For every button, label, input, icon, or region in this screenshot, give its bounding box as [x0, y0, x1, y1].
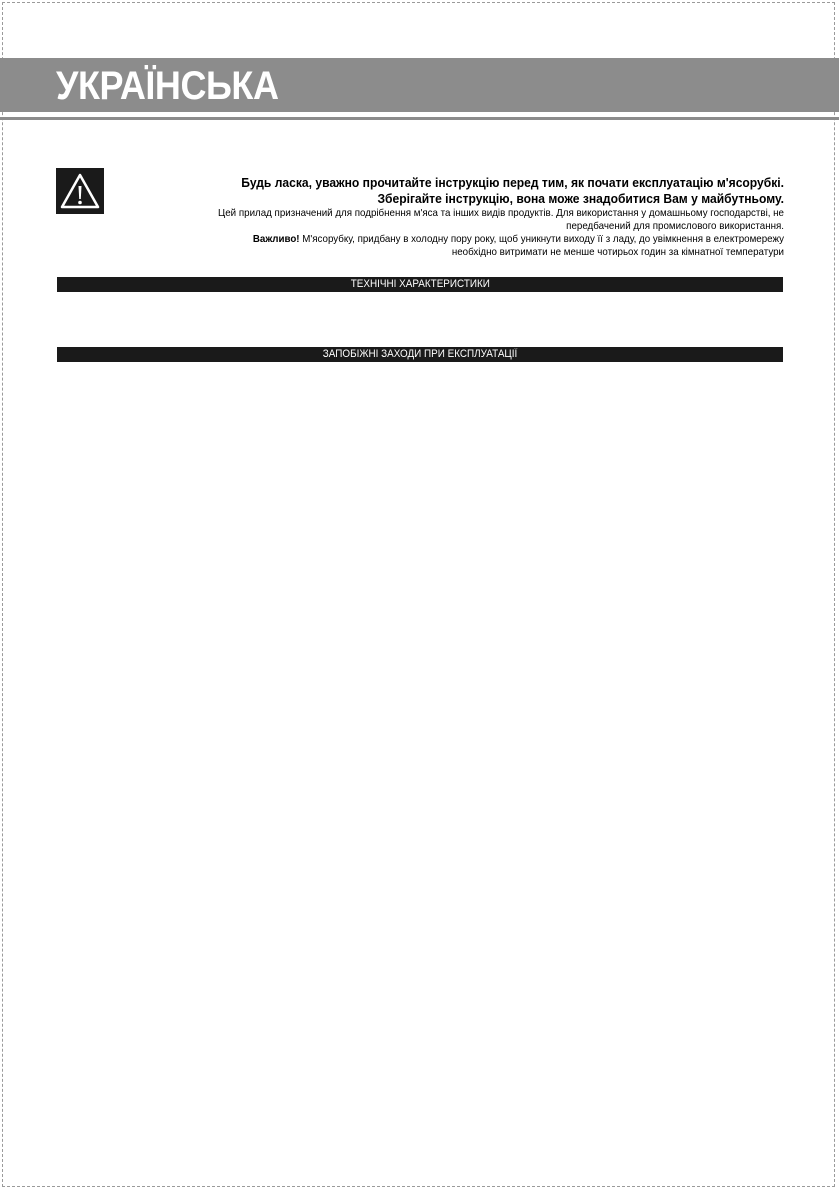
intro-purpose-line2: передбачений для промислового використання. — [566, 220, 784, 232]
intro-purpose-line1: Цей прилад призначений для подрібнення м'яса та інших видів продуктів. Для використання у домашньому господарстві, не — [218, 207, 784, 219]
intro-important-line2: необхідно витримати не менше чотирьох годин за кімнатної температури — [451, 246, 784, 258]
title-rule — [0, 117, 839, 120]
section-header-specs — [57, 277, 783, 292]
important-label: Важливо! — [252, 233, 300, 245]
section-header-safety — [57, 347, 783, 362]
intro-important-line1 — [159, 233, 784, 246]
section-title-specs: ТЕХНІЧНІ ХАРАКТЕРИСТИКИ — [350, 278, 490, 290]
intro-keep-manual: Зберігайте інструкцію, вона може знадобитися Вам у майбутньому. — [377, 191, 784, 206]
warning-triangle-icon — [56, 168, 104, 214]
intro-read-carefully: Будь ласка, уважно прочитайте інструкцію перед тим, як почати експлуатацію м'ясорубкі. — [241, 175, 784, 190]
page-title: УКРАЇНСЬКА — [56, 64, 279, 108]
important-text: М'ясорубку, придбану в холодну пору року, щоб уникнути виходу її з ладу, до увімкнення в електромережу — [299, 233, 784, 245]
section-title-safety: ЗАПОБІЖНІ ЗАХОДИ ПРИ ЕКСПЛУАТАЦІЇ — [322, 348, 518, 360]
intro-block — [112, 175, 784, 259]
